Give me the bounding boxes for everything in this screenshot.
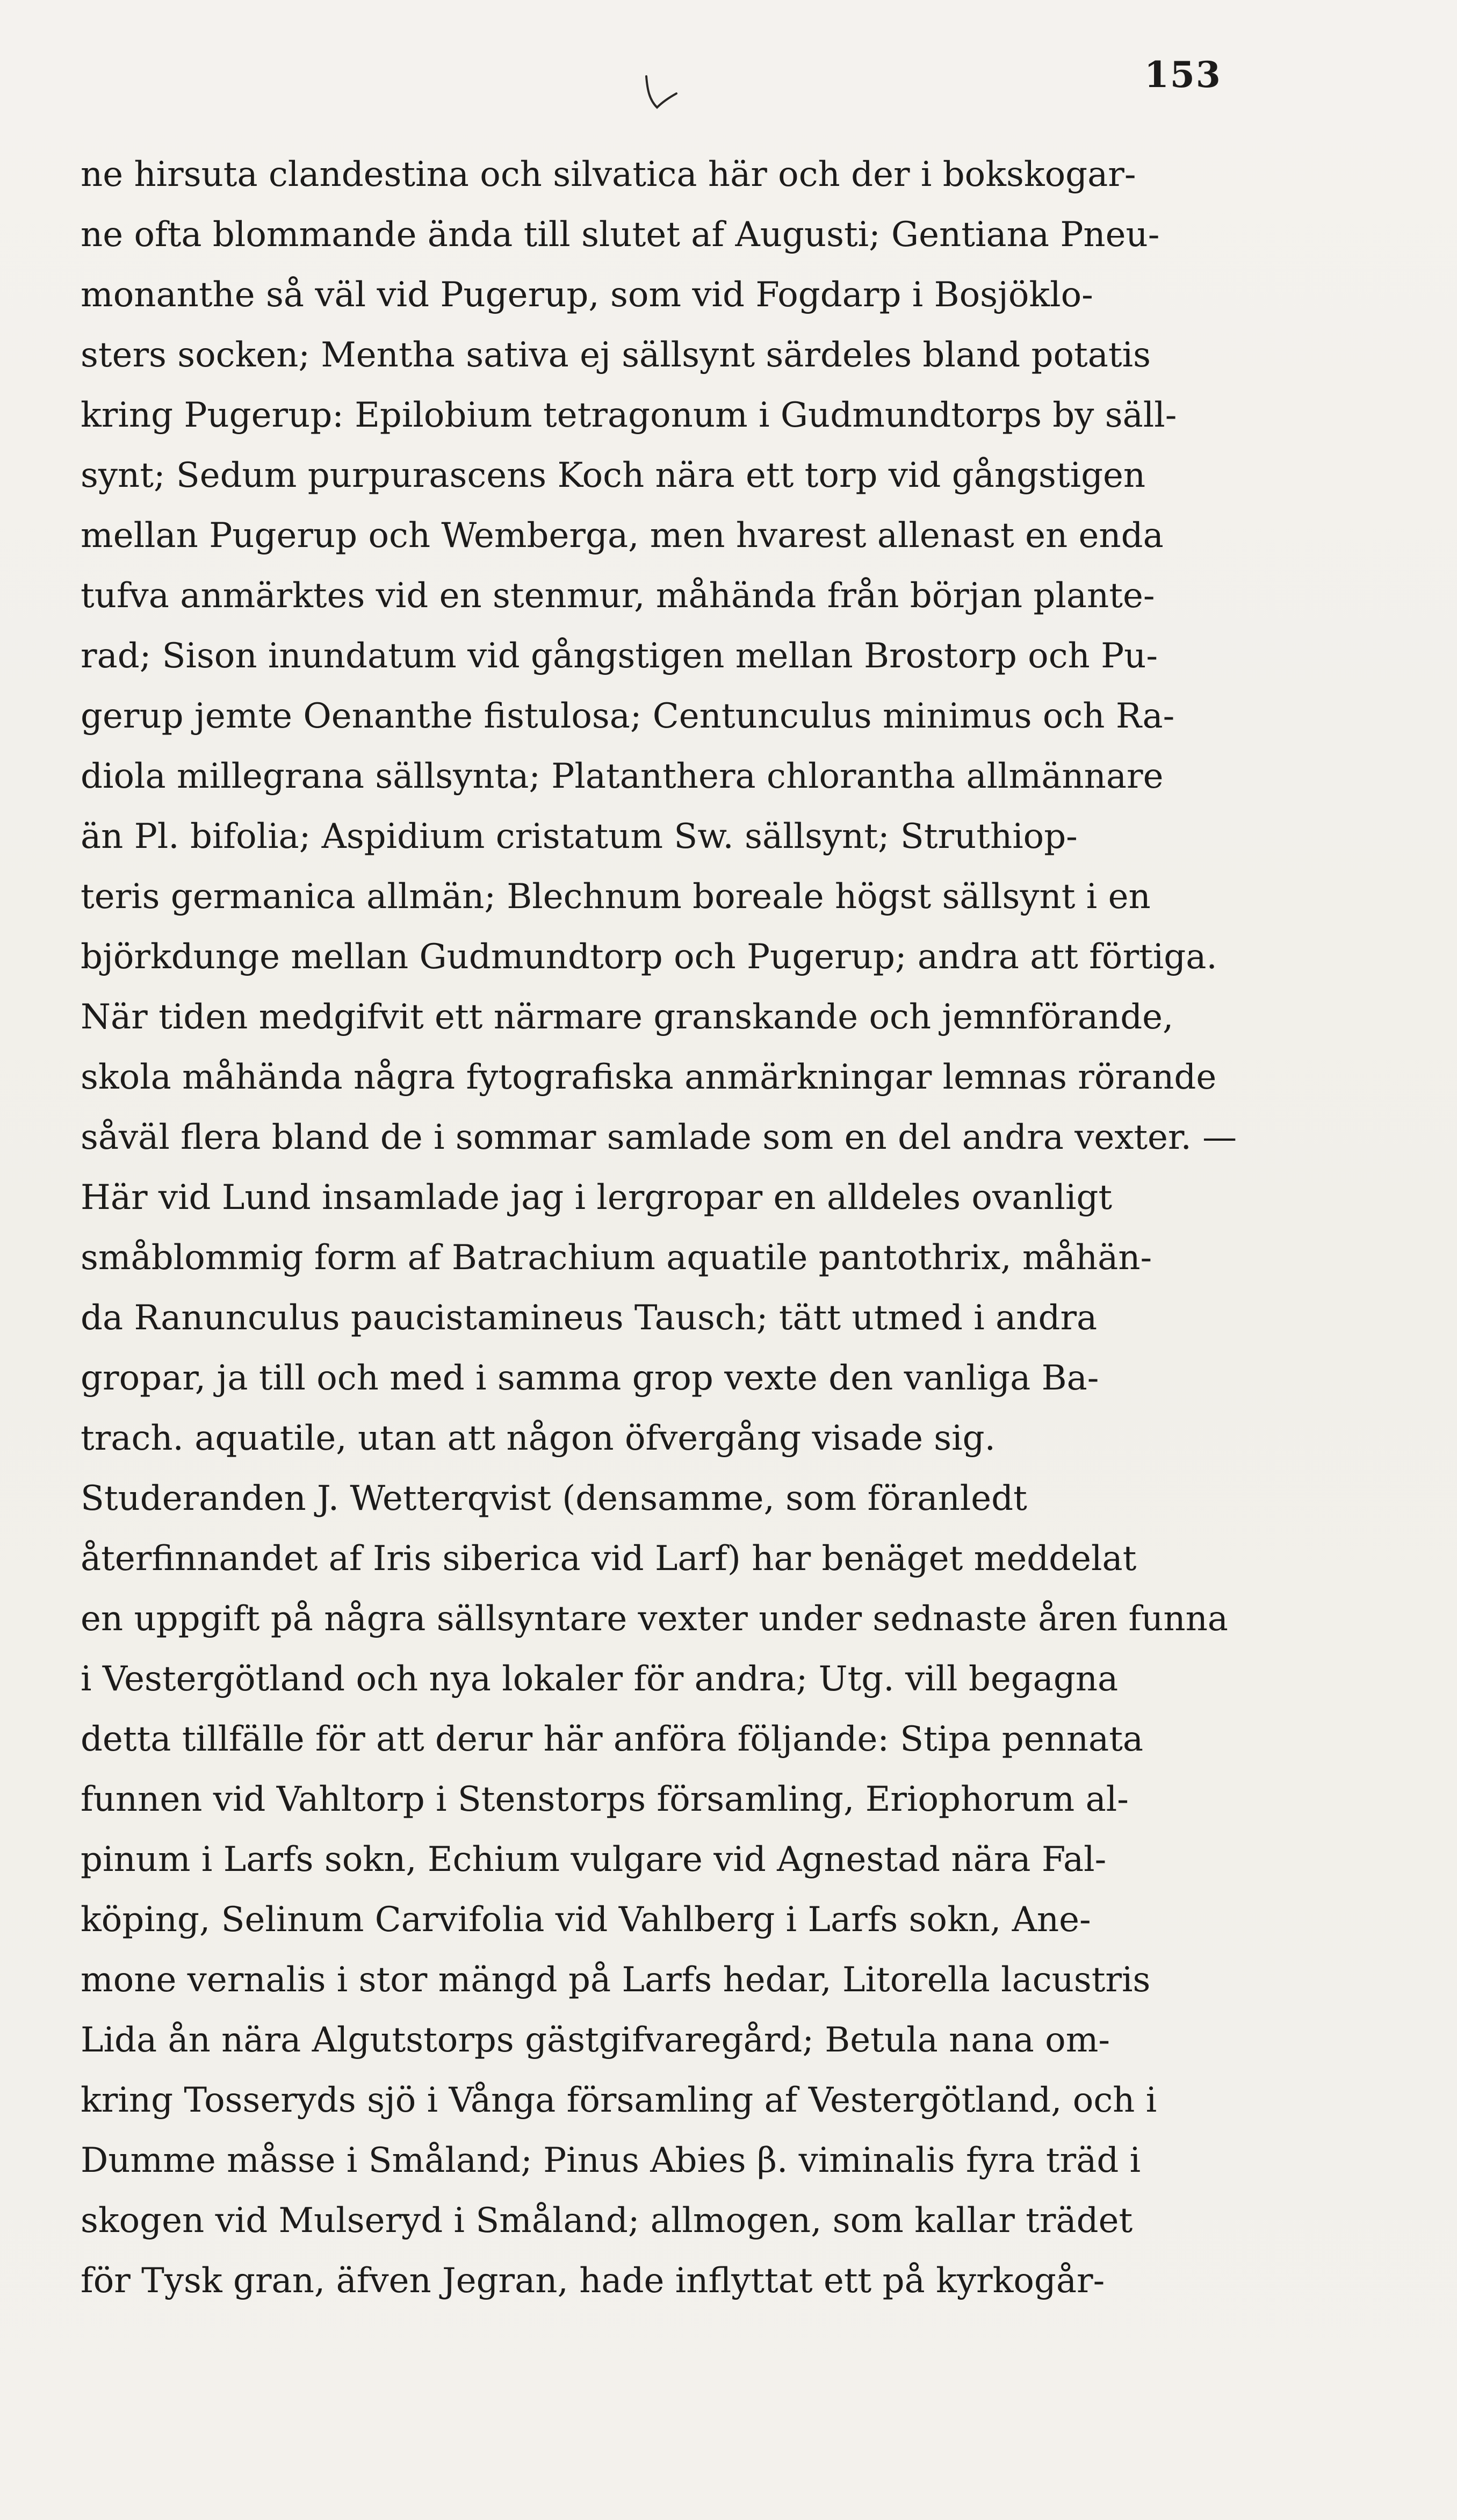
text-line: såväl flera bland de i sommar samlade som en del andra vexter. — (81, 1118, 1237, 1157)
text-line: synt; Sedum purpurascens Koch nära ett torp vid gångstigen (81, 456, 1146, 495)
text-line: skogen vid Mulseryd i Småland; allmogen, som kallar trädet (81, 2201, 1133, 2241)
text-line: köping, Selinum Carvifolia vid Vahlberg i Larfs sokn, Ane- (81, 1900, 1091, 1940)
text-line: gropar, ja till och med i samma grop vexte den vanliga Ba- (81, 1358, 1099, 1398)
text-line: björkdunge mellan Gudmundtorp och Pugerup; andra att förtiga. (81, 937, 1217, 977)
text-line: gerup jemte Oenanthe fistulosa; Centunculus minimus och Ra- (81, 696, 1175, 736)
page-number: 153 (1144, 54, 1222, 96)
text-line: småblommig form af Batrachium aquatile pantothrix, måhän- (81, 1238, 1152, 1278)
text-line: kring Pugerup: Epilobium tetragonum i Gudmundtorps by säll- (81, 395, 1177, 435)
text-line: funnen vid Vahltorp i Stenstorps församling, Eriophorum al- (81, 1780, 1129, 1819)
text-line: skola måhända några fytografiska anmärkningar lemnas rörande (81, 1057, 1217, 1097)
text-line: ne hirsuta clandestina och silvatica här och der i bokskogar- (81, 155, 1136, 195)
text-line: tufva anmärktes vid en stenmur, måhända från början plante- (81, 576, 1155, 616)
text-line: Här vid Lund insamlade jag i lergropar en alldeles ovanligt (81, 1178, 1113, 1218)
text-line: kring Tosseryds sjö i Vånga församling af Vestergötland, och i (81, 2080, 1157, 2120)
text-line: mellan Pugerup och Wemberga, men hvarest allenast en enda (81, 516, 1164, 556)
pen-mark-icon (642, 74, 680, 112)
text-line: ne ofta blommande ända till slutet af Augusti; Gentiana Pneu- (81, 215, 1160, 255)
text-line: monanthe så väl vid Pugerup, som vid Fogdarp i Bosjöklo- (81, 275, 1093, 315)
text-line: Studeranden J. Wetterqvist (densamme, som föranledt (81, 1479, 1027, 1518)
text-line: När tiden medgifvit ett närmare granskande och jemnförande, (81, 997, 1174, 1037)
text-line: mone vernalis i stor mängd på Larfs hedar, Litorella lacustris (81, 1960, 1151, 2000)
text-line: trach. aquatile, utan att någon öfvergång visade sig. (81, 1419, 996, 1458)
text-line: rad; Sison inundatum vid gångstigen mellan Brostorp och Pu- (81, 636, 1158, 676)
text-line: för Tysk gran, äfven Jegran, hade inflyttat ett på kyrkogår- (81, 2261, 1105, 2301)
text-line: i Vestergötland och nya lokaler för andra; Utg. vill begagna (81, 1659, 1119, 1699)
text-line: teris germanica allmän; Blechnum boreale högst sällsynt i en (81, 877, 1151, 917)
text-line: da Ranunculus paucistamineus Tausch; tätt utmed i andra (81, 1298, 1098, 1338)
text-line: återfinnandet af Iris siberica vid Larf) har benäget meddelat (81, 1539, 1137, 1579)
text-line: pinum i Larfs sokn, Echium vulgare vid Agnestad nära Fal- (81, 1840, 1107, 1880)
text-line: detta tillfälle för att derur här anföra följande: Stipa pennata (81, 1719, 1144, 1759)
text-line: Lida ån nära Algutstorps gästgifvaregård; Betula nana om- (81, 2020, 1110, 2060)
text-line: diola millegrana sällsynta; Platanthera chlorantha allmännare (81, 757, 1164, 796)
text-line: sters socken; Mentha sativa ej sällsynt särdeles bland potatis (81, 335, 1151, 375)
text-line: än Pl. bifolia; Aspidium cristatum Sw. sällsynt; Struthiop- (81, 817, 1078, 856)
text-line: en uppgift på några sällsyntare vexter under sednaste åren funna (81, 1599, 1228, 1639)
text-line: Dumme måsse i Småland; Pinus Abies β. viminalis fyra träd i (81, 2141, 1141, 2180)
